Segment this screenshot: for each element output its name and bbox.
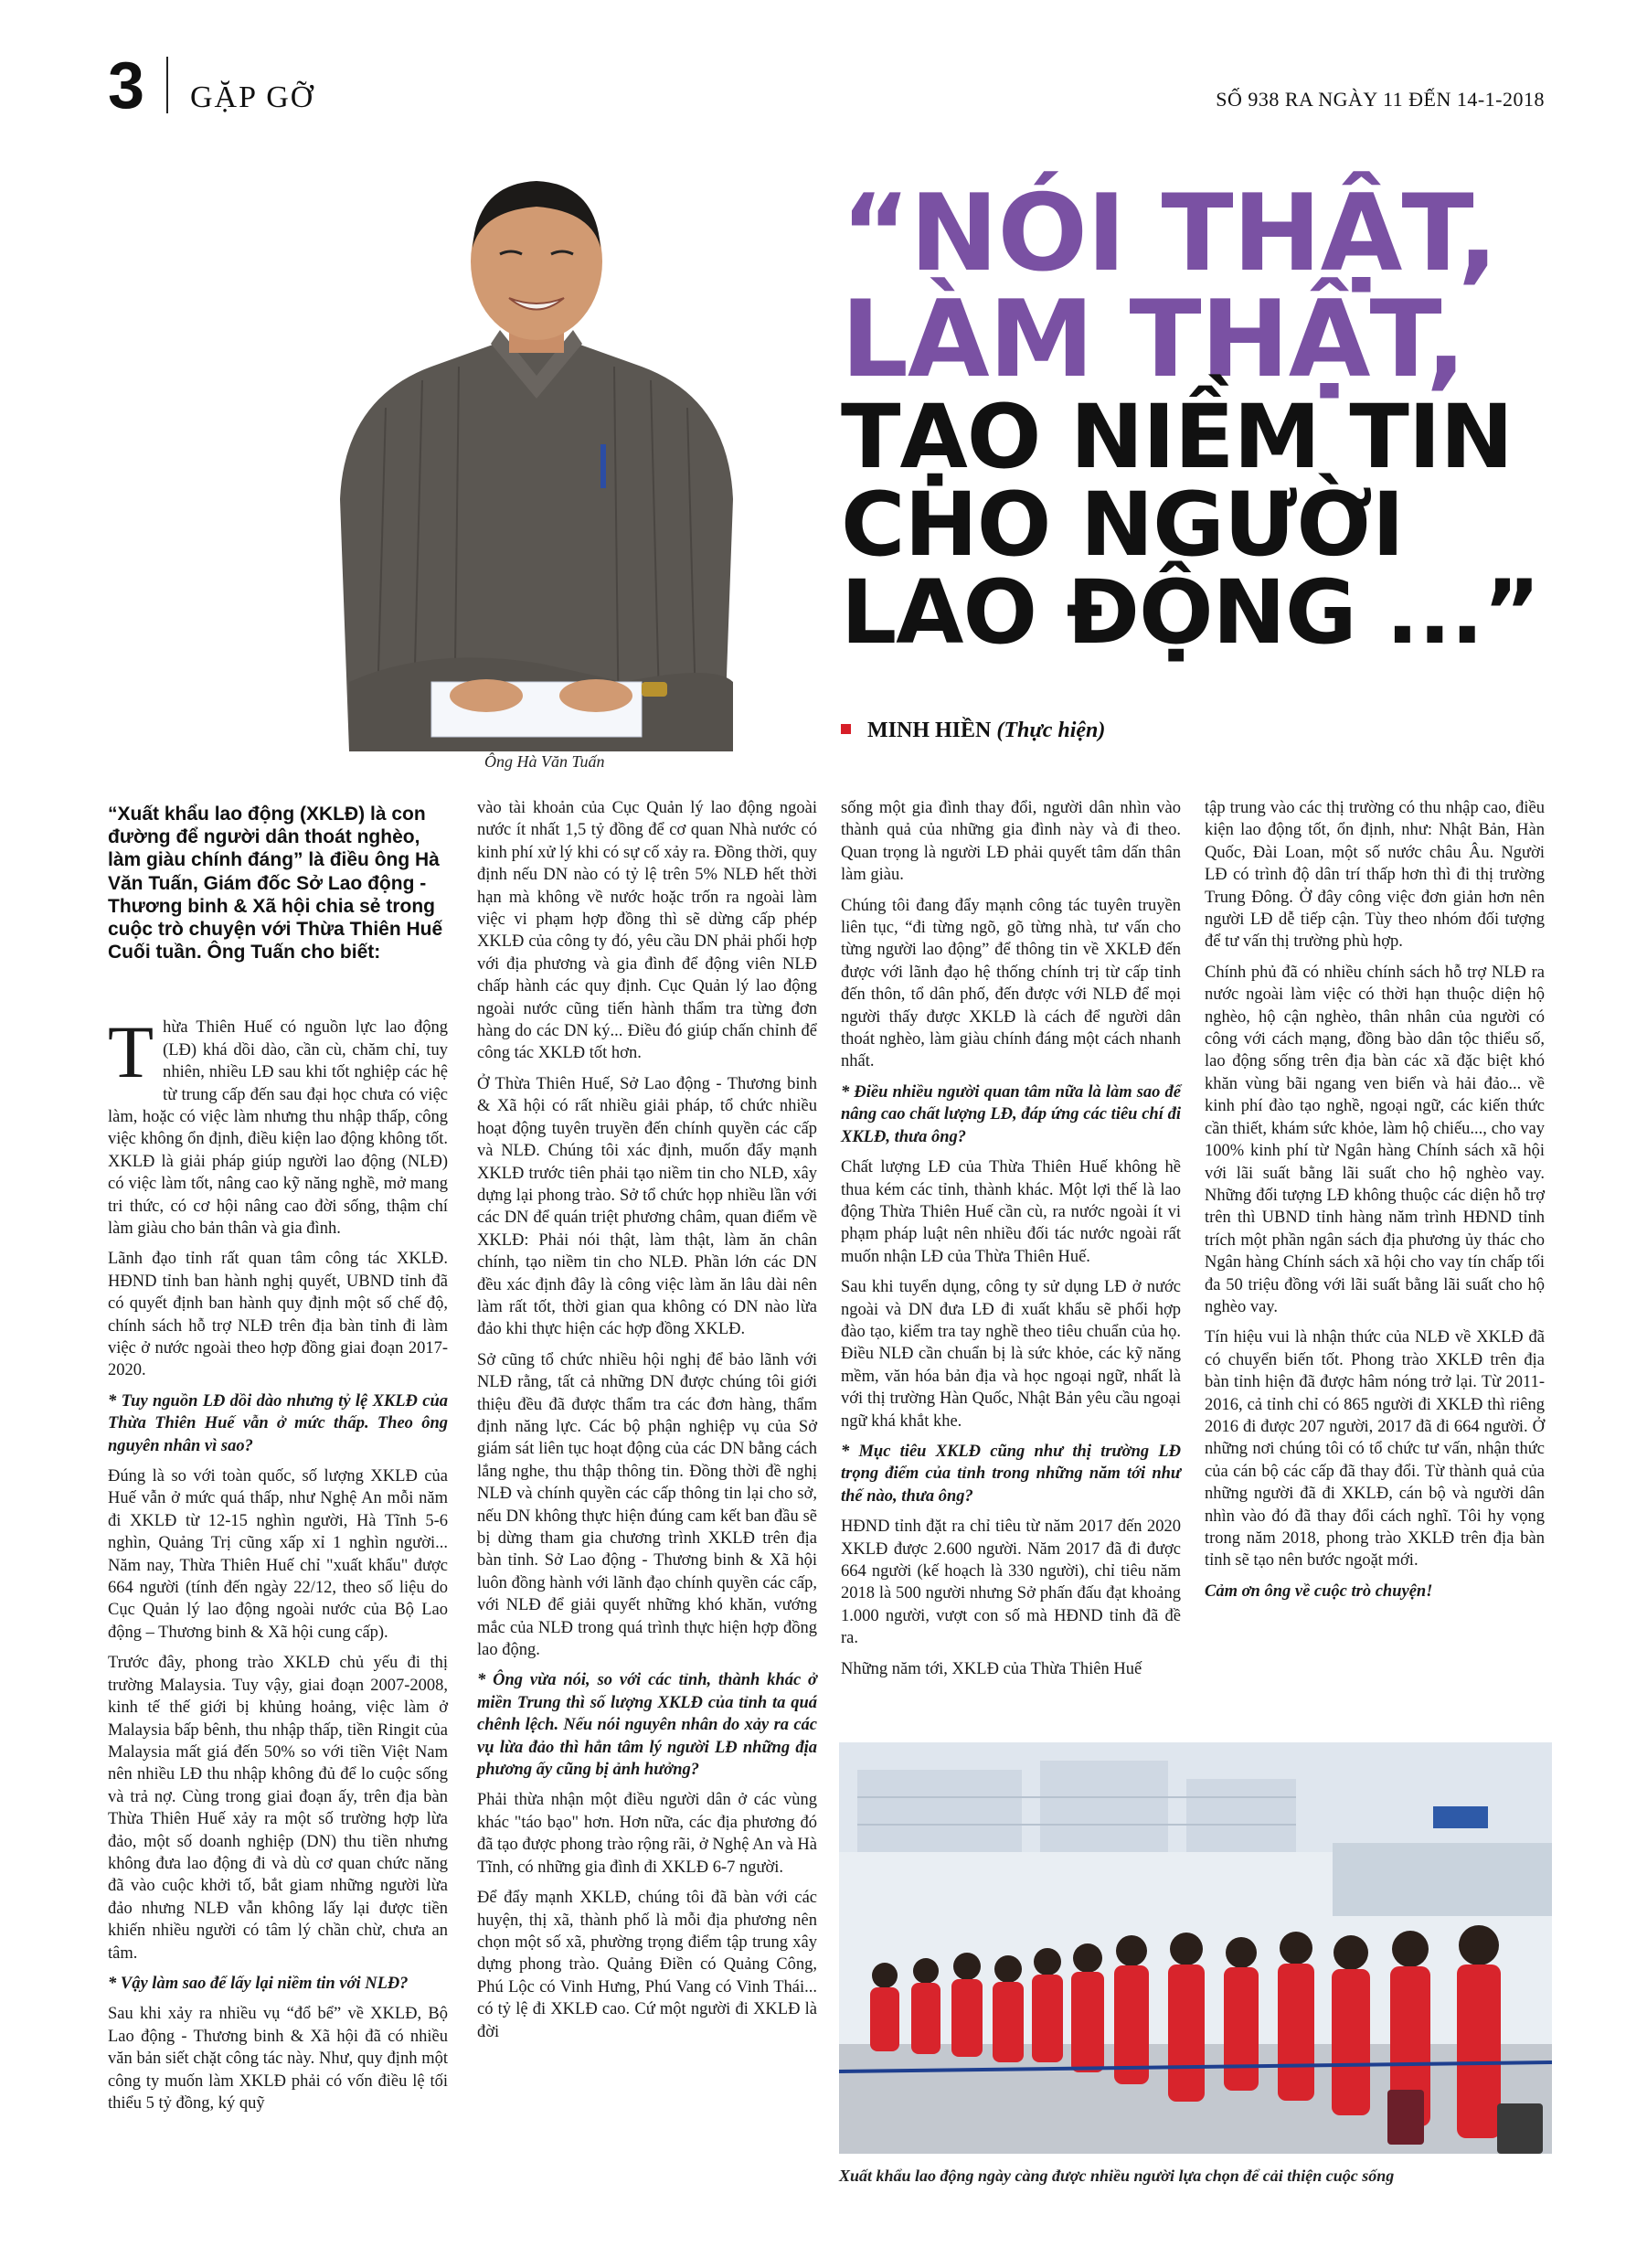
article-paragraph: Sau khi xảy ra nhiều vụ “đổ bể” về XKLĐ, Bộ Lao động - Thương binh & Xã hội đã có nhiều văn bản siết chặt công tác này. Như, quy định một công ty muốn làm XKLĐ phải có vốn điều lệ tối thiểu 5 tỷ đồng, ký quỹ <box>108 2005 448 2113</box>
article-paragraph: sống một gia đình thay đổi, người dân nhìn vào thành quả của những gia đình này và đi theo. Quan trọng là người LĐ phải quyết tâm dấn thân làm giàu. <box>841 799 1181 885</box>
article-paragraph: vào tài khoản của Cục Quản lý lao động ngoài nước ít nhất 1,5 tỷ đồng để cơ quan Nhà nước có kinh phí xử lý khi có sự cố xảy ra. Đồng thời, quy định nếu DN nào có tỷ lệ trên 5% NLĐ hết thời hạn mà không về nước hoặc trốn ra ngoài làm việc vi phạm hợp đồng thì sẽ dừng cấp phép XKLĐ của công ty đó, yêu cầu DN phải phối hợp với địa phương và gia đình để động viên NLĐ chấp hành các quy định. Cục Quản lý lao động ngoài nước cũng tiến hành thẩm tra từng đơn hàng do các DN ký... Điều đó giúp chấn chỉnh để công tác XKLĐ tốt hơn. <box>477 799 817 1063</box>
headline-line-3: TẠO NIỀM TIN <box>841 386 1513 488</box>
article-paragraph: Chúng tôi đang đẩy mạnh công tác tuyên truyền liên tục, “đi từng ngõ, gõ từng nhà, tư vấn cho từng người lao động” để thông tin về XKLĐ đến được với lãnh đạo hệ thống chính trị từ cấp tỉnh đến thôn, tổ dân phố, đến được với NLĐ để mọi người thấy được XKLĐ là cách để người dân thoát nghèo, làm giàu chính đáng một cách nhanh nhất. <box>841 896 1181 1071</box>
interview-question: * Vậy làm sao để lấy lại niềm tin với NLĐ? <box>108 1974 409 1993</box>
bullet-square-icon <box>841 724 851 734</box>
headline-line-2: LÀM THẬT, <box>841 278 1466 401</box>
article-paragraph: Phải thừa nhận một điều người dân ở các vùng khác "táo bạo" hơn. Hơn nữa, các địa phương đó đã tạo được phong trào rộng rãi, ở Nghệ An và Hà Tĩnh, có những gia đình đi XKLĐ 6-7 người. <box>477 1791 817 1877</box>
article-paragraph: HĐND tỉnh đặt ra chỉ tiêu từ năm 2017 đến 2020 XKLĐ được 2.600 người. Năm 2017 đã đi được 664 người (kế hoạch là 330 người), chỉ tiêu năm 2018 là 500 người nhưng Sở phấn đấu đạt khoảng 1.000 người, vượt con số mà HĐND tỉnh đã đề ra. <box>841 1517 1181 1648</box>
interview-question: * Điều nhiều người quan tâm nữa là làm sao để nâng cao chất lượng LĐ, đáp ứng các tiêu chí đi XKLĐ, thưa ông? <box>841 1082 1181 1146</box>
article-lead: “Xuất khẩu lao động (XKLĐ) là con đường để người dân thoát nghèo, làm giàu chính đáng” là điều ông Hà Văn Tuấn, Giám đốc Sở Lao động - Thương binh & Xã hội chia sẻ trong cuộc trò chuyện với Thừa Thiên Huế Cuối tuần. Ông Tuấn cho biết: <box>108 804 443 964</box>
article-paragraph: Tín hiệu vui là nhận thức của NLĐ về XKLĐ đã có chuyển biến tốt. Phong trào XKLĐ trên địa bàn tỉnh hiện đã được hâm nóng trở lại. Từ 2011-2016, cả tỉnh chỉ có 865 người đi XKLĐ thì riêng 2016 đi được 207 người, 2017 đã đi 664 người. Ở những nơi chúng tôi có tổ chức tư vấn, nhận thức của cán bộ các cấp đã thay đổi. Từ thành quả của những người đã đi XKLĐ, cán bộ và người dân nhìn vào đó đã thay đổi cách nghĩ. Tôi hy vọng trong năm 2018, phong trào XKLĐ trên địa bàn tỉnh sẽ tạo nên bước ngoặt mới. <box>1205 1328 1545 1571</box>
drop-cap: T <box>108 1010 154 1094</box>
page-number: 3 <box>108 49 145 122</box>
interview-question: * Mục tiêu XKLĐ cũng như thị trường LĐ trọng điểm của tỉnh trong những năm tới như thế nào, thưa ông? <box>841 1442 1181 1506</box>
article-paragraph: Đúng là so với toàn quốc, số lượng XKLĐ của Huế vẫn ở mức quá thấp, như Nghệ An mỗi năm đi XKLĐ từ 12-15 nghìn người, Hà Tĩnh 5-6 nghìn, Quảng Trị cũng xấp xỉ 1 nghìn người... Năm nay, Thừa Thiên Huế chỉ "xuất khẩu" được 664 người (tính đến ngày 22/12, theo số liệu do Cục Quản lý lao động ngoài nước của Bộ Lao động – Thương binh & Xã hội cung cấp). <box>108 1467 448 1642</box>
article-column-4 <box>1205 797 1545 1611</box>
article-column-3 <box>841 797 1181 1688</box>
group-photo-caption: Xuất khẩu lao động ngày càng được nhiều người lựa chọn để cải thiện cuộc sống <box>839 2167 1395 2185</box>
group-photo <box>839 1742 1552 2154</box>
section-title: GẶP GỠ <box>190 80 315 114</box>
article-column-1 <box>108 803 448 2123</box>
headline-line-4: CHO NGƯỜI <box>841 474 1404 576</box>
headline-line-1: “NÓI THẬT, <box>841 172 1498 295</box>
headline <box>841 172 1590 664</box>
article-paragraph: Những năm tới, XKLĐ của Thừa Thiên Huế <box>841 1659 1142 1678</box>
closing-line: Cảm ơn ông về cuộc trò chuyện! <box>1205 1581 1433 1601</box>
headline-line-5: LAO ĐỘNG ...” <box>841 561 1540 664</box>
article-column-2 <box>477 797 817 2051</box>
article-paragraph: Chất lượng LĐ của Thừa Thiên Huế không hề thua kém các tỉnh, thành khác. Một lợi thế là lao động Thừa Thiên Huế cần cù, ra nước ngoài ít vi phạm pháp luật nên nhiều đối tác nước ngoài rất muốn nhận LĐ của Thừa Thiên Huế. <box>841 1158 1181 1266</box>
article-paragraph: Chính phủ đã có nhiều chính sách hỗ trợ NLĐ ra nước ngoài làm việc có thời hạn thuộc diện hộ nghèo, hộ cận nghèo, thân nhân của người có công với cách mạng, đồng bào dân tộc thiểu số, lao động sống trên địa bàn các xã đặc biệt khó khăn vùng bãi ngang ven biển và hải đảo... về kinh phí đào tạo nghề, ngoại ngữ, các kiến thức cần thiết, khám sức khỏe, làm hộ chiếu..., cho vay 100% kinh phí từ Ngân hàng Chính sách xã hội với lãi suất bằng lãi suất cho hộ nghèo vay. Những đối tượng LĐ không thuộc các diện hỗ trợ trên thì UBND tỉnh hàng năm trình HĐND tỉnh trích một phần ngân sách địa phương ủy thác cho Ngân hàng Chính sách xã hội cho vay tín chấp tối đa 50 triệu đồng với lãi suất bằng lãi suất cho hộ nghèo vay. <box>1205 963 1545 1316</box>
article-paragraph: Sau khi tuyển dụng, công ty sử dụng LĐ ở nước ngoài và DN đưa LĐ đi xuất khẩu sẽ phối hợp đào tạo, kiểm tra tay nghề theo tiêu chuẩn của họ. Điều NLĐ cần chuẩn bị là sức khỏe, các kỹ năng mềm, văn hóa bản địa và học ngoại ngữ, nhất là với thị trường Hàn Quốc, Nhật Bản yêu cầu ngoại ngữ khá khắt khe. <box>841 1278 1181 1431</box>
article-paragraph: Sở cũng tổ chức nhiều hội nghị để bảo lãnh với NLĐ rằng, tất cả những DN được chúng tôi giới thiệu đều đã được thẩm tra các đơn hàng, thẩm định năng lực. Các bộ phận nghiệp vụ của Sở giám sát liên tục hoạt động của các DN bằng cách lắng nghe, thu thập thông tin. Đồng thời đề nghị NLĐ và chính quyền các cấp thông tin lại cho sở, nếu DN không thực hiện đúng cam kết ban đầu sẽ bị dừng tham gia chương trình XKLĐ trên địa bàn tỉnh. Sở Lao động - Thương binh & Xã hội luôn đồng hành với lãnh đạo chính quyền các cấp, với NLĐ để giải quyết những khó khăn, vướng mắc của NLĐ trong quá trình thực hiện hợp đồng lao động. <box>477 1350 817 1660</box>
issue-info: SỐ 938 RA NGÀY 11 ĐẾN 14-1-2018 <box>1216 88 1545 111</box>
interview-question: * Ông vừa nói, so với các tỉnh, thành khác ở miền Trung thì số lượng XKLĐ của tỉnh ta quá chênh lệch. Nếu nói nguyên nhân do xảy ra các vụ lừa đảo thì hẳn tâm lý người LĐ những địa phương ấy cũng bị ảnh hưởng? <box>477 1671 817 1780</box>
portrait-photo <box>322 170 751 751</box>
interview-question: * Tuy nguồn LĐ dồi dào nhưng tỷ lệ XKLĐ của Thừa Thiên Huế vẫn ở mức thấp. Theo ông nguyên nhân vì sao? <box>108 1391 448 1455</box>
article-paragraph: Ở Thừa Thiên Huế, Sở Lao động - Thương binh & Xã hội có rất nhiều giải pháp, tổ chức nhiều hoạt động tuyên truyền đến chính quyền các cấp và NLĐ. Chúng tôi xác định, muốn đẩy mạnh XKLĐ trước tiên phải tạo niềm tin cho NLĐ, xây dựng lại phong trào. Sở tổ chức họp nhiều lần với các DN để quán triệt phương châm, quan điểm về XKLĐ: Phải nói thật, làm thật, làm ăn chân chính, tạo niềm tin cho NLĐ. Phần lớn các DN đều xác định đây là công việc làm ăn lâu dài nên làm rất tốt, thời gian qua không có DN nào lừa đảo khi thực hiện các hợp đồng XKLĐ. <box>477 1074 817 1339</box>
article-paragraph: Thừa Thiên Huế có nguồn lực lao động (LĐ) khá dồi dào, cần cù, chăm chỉ, tuy nhiên, nhiều LĐ sau khi tốt nghiệp các hệ từ trung cấp đến sau đại học chưa có việc làm, hoặc có việc làm nhưng thu nhập thấp, công việc không ổn định, điều kiện lao động không tốt. XKLĐ là giải pháp giúp người lao động (NLĐ) có việc làm tốt, nâng cao kỹ năng nghề, mở mang tri thức, có cơ hội nâng cao đời sống, thậm chí làm giàu cho bản thân và gia đình. <box>108 1010 448 1238</box>
article-paragraph: Trước đây, phong trào XKLĐ chủ yếu đi thị trường Malaysia. Tuy vậy, giai đoạn 2007-2008, kinh tế thế giới bị khủng hoảng, việc làm ở Malaysia bấp bênh, thu nhập thấp, tiền Ringit của Malaysia mất giá đến 50% so với tiền Việt Nam nên nhiều LĐ thu nhập không đủ để lo cuộc sống và trả nợ. Cùng trong giai đoạn ấy, trên địa bàn Thừa Thiên Huế xảy ra một số trường hợp lừa đảo, một số doanh nghiệp (DN) thu tiền nhưng không đưa lao động đi và dù cơ quan chức năng đã vào cuộc khởi tố, bắt giam những người lừa đảo nhưng NLĐ vẫn không lấy lại được tiền khiến nhiều người có tâm lý chần chừ, chưa an tâm. <box>108 1654 448 1963</box>
portrait-caption: Ông Hà Văn Tuấn <box>484 752 605 771</box>
article-paragraph: Lãnh đạo tỉnh rất quan tâm công tác XKLĐ. HĐND tỉnh ban hành nghị quyết, UBND tỉnh đã có quyết định ban hành quy định một số chế độ, chính sách hỗ trợ NLĐ trên địa bàn tỉnh đi làm việc ở nước ngoài theo hợp đồng giai đoạn 2017-2020. <box>108 1250 448 1380</box>
article-paragraph: tập trung vào các thị trường có thu nhập cao, điều kiện lao động tốt, ổn định, như: Nhật Bản, Hàn Quốc, Đài Loan, một số nước châu Âu. Người LĐ có trình độ dân trí thấp hơn thì đi thị trường Trung Đông. Ở đây công việc đơn giản hơn nên người LĐ dễ tiếp cận. Tùy theo nhóm đối tượng để tư vấn thị trường phù hợp. <box>1205 799 1545 952</box>
header-divider <box>166 57 168 113</box>
article-paragraph: Để đẩy mạnh XKLĐ, chúng tôi đã bàn với các huyện, thị xã, thành phố là mỗi địa phương nên chọn một số xã, phường trọng điểm tập trung xây dựng phong trào. Quảng Điền có Quảng Công, Phú Lộc có Vinh Hưng, Phú Vang có Vinh Thái... có tỷ lệ đi XKLĐ cao. Cứ một người đi XKLĐ là đời <box>477 1889 817 2041</box>
byline-author: MINH HIỀN <box>867 719 992 742</box>
byline-role: (Thực hiện) <box>996 719 1106 742</box>
byline <box>841 719 1105 743</box>
